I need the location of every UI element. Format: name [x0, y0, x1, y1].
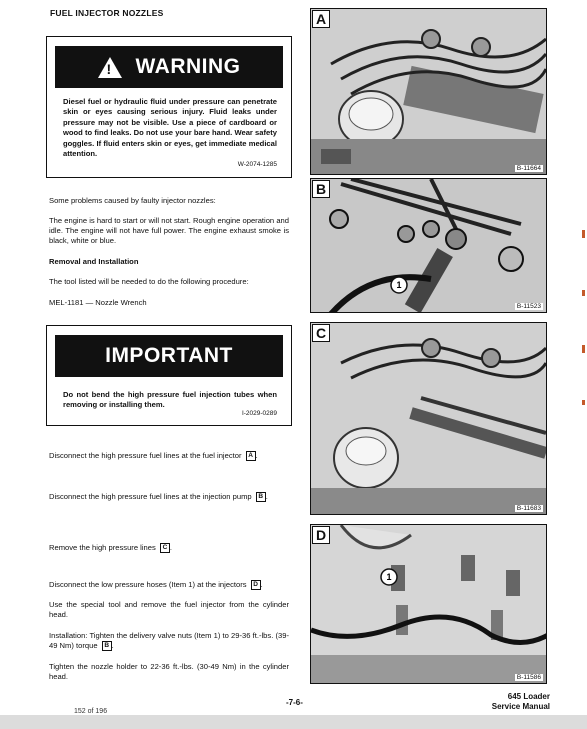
step-text: Use the special tool and remove the fuel injector from the cylinder head. [49, 600, 289, 620]
important-text: Do not bend the high pressure fuel injection tubes when removing or installing them. [63, 390, 277, 410]
tool-text: MEL-1181 — Nozzle Wrench [49, 298, 147, 307]
warning-callout [46, 36, 292, 178]
engine-photo-a [311, 9, 547, 175]
figure-b [310, 178, 547, 313]
figure-ref-box: B [256, 492, 266, 502]
step-text: Remove the high pressure lines [49, 543, 156, 552]
manual-name: Service Manual [491, 702, 550, 711]
edge-mark [582, 290, 585, 296]
figure-letter: C [312, 324, 330, 342]
model-name: 645 Loader [507, 692, 550, 701]
viewer-bottom-bar [0, 715, 587, 729]
figure-ref-code: B-11683 [516, 505, 541, 512]
edge-mark [582, 345, 585, 353]
warning-banner [55, 46, 283, 88]
manual-title [492, 692, 550, 712]
page-counter: 152 of 196 [74, 708, 108, 715]
figure-letter: A [312, 10, 330, 28]
engine-photo-d [311, 525, 547, 684]
edge-mark [582, 400, 585, 405]
step-5 [49, 600, 289, 620]
step-2: Disconnect the high pressure fuel lines at the injection pump B . [49, 492, 268, 501]
warning-text: Diesel fuel or hydraulic fluid under pressure can penetrate skin or eyes causing serious injury. Fluid leaks under pressure may not be visible. Use a piece of cardboard or wood to find leaks. Do not use your bare hand. Wear safety goggles. If fluid enters skin or eyes, get immediate medical attention. [63, 97, 277, 159]
page-number: -7-6- [286, 698, 303, 707]
figure-ref-code: B-11586 [516, 674, 541, 681]
figure-ref-code: B-11664 [516, 165, 541, 172]
step-7 [49, 662, 289, 682]
figure-ref-box: C [160, 543, 170, 553]
step-3: Remove the high pressure lines C . [49, 543, 173, 552]
step-4: Disconnect the low pressure hoses (Item 1) at the injectors D . [49, 580, 263, 589]
figure-letter: B [312, 180, 330, 198]
edge-mark [582, 230, 585, 238]
intro-text: Some problems caused by faulty injector nozzles: [49, 196, 216, 205]
step-text: Installation: Tighten the delivery valve nuts (Item 1) to 29-36 ft.-lbs. (39-49 Nm) torque [49, 631, 289, 651]
step-1: Disconnect the high pressure fuel lines at the fuel injector A . [49, 451, 258, 460]
step-text: Disconnect the high pressure fuel lines at the fuel injector [49, 451, 242, 460]
figure-ref-box: D [251, 580, 261, 590]
figure-a [310, 8, 547, 175]
warning-triangle-icon: ! [98, 57, 122, 78]
callout-1: 1 [396, 280, 402, 290]
tool-intro-text: The tool listed will be needed to do the following procedure: [49, 277, 249, 286]
figure-letter: D [312, 526, 330, 544]
figure-ref-box: A [246, 451, 256, 461]
section-title: FUEL INJECTOR NOZZLES [50, 8, 164, 18]
important-code: I-2029-0289 [241, 410, 277, 417]
figure-d [310, 524, 547, 684]
important-banner: IMPORTANT [55, 335, 283, 377]
callout-1: 1 [386, 572, 392, 582]
figure-ref-box: B [102, 641, 112, 651]
symptoms-text: The engine is hard to start or will not start. Rough engine operation and idle. The engine will not have full power. The engine exhaust smoke is black, white or blue. [49, 216, 289, 246]
warning-code: W-2074-1285 [237, 161, 277, 168]
warning-banner-label: WARNING [135, 55, 241, 78]
step-text: Disconnect the high pressure fuel lines at the injection pump [49, 492, 252, 501]
step-text: Tighten the nozzle holder to 22-36 ft.-lbs. (30-49 Nm) in the cylinder head. [49, 662, 289, 682]
engine-photo-b [311, 179, 547, 313]
removal-heading: Removal and Installation [49, 257, 139, 266]
figure-ref-code: B-11523 [516, 303, 541, 310]
figure-c [310, 322, 547, 515]
step-text: Disconnect the low pressure hoses (Item 1) at the injectors [49, 580, 247, 589]
step-6: Installation: Tighten the delivery valve nuts (Item 1) to 29-36 ft.-lbs. (39-49 Nm) torque B . [49, 631, 289, 651]
important-callout [46, 325, 292, 426]
engine-photo-c [311, 323, 547, 515]
